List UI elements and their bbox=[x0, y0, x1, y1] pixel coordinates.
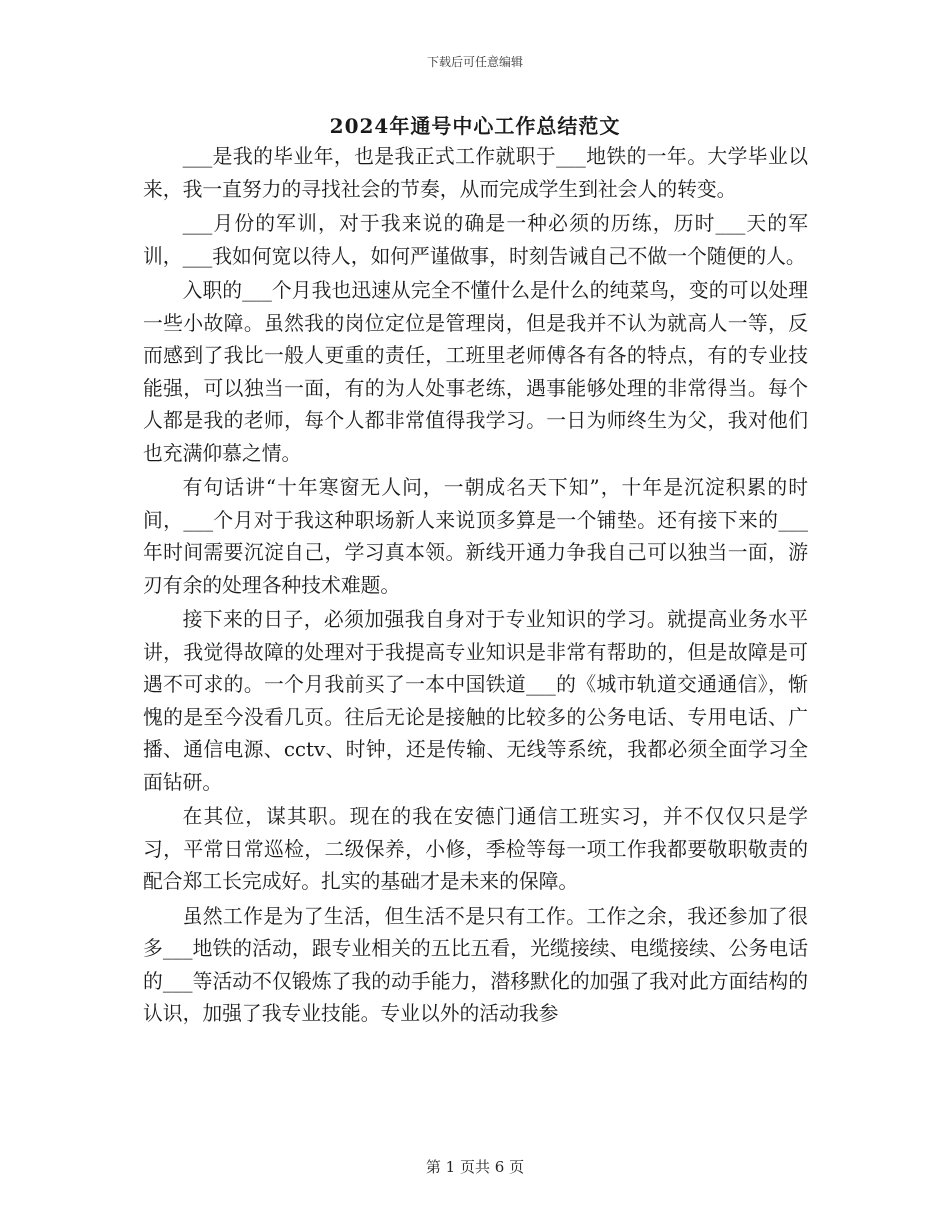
document-title: 2024年通号中心工作总结范文 bbox=[329, 114, 621, 138]
paragraph: 入职的___个月我也迅速从完全不懂什么是什么的纯菜鸟，变的可以处理一些小故障。虽然我的岗位定位是管理岗，但是我并不认为就高人一等，反而感到了我比一般人更重的责任，工班里老师傅各有各的特点，有的专业技能强，可以独当一面，有的为人处事老练，遇事能够处理的非常得当。每个人都是我的老师，每个人都非常值得我学习。一日为师终生为父，我对他们也充满仰慕之情。 bbox=[143, 279, 808, 465]
document-body bbox=[143, 141, 808, 1031]
paragraph: 有句话讲“十年寒窗无人问，一朝成名天下知”，十年是沉淀积累的时间，___个月对于我这种职场新人来说顶多算是一个铺垫。还有接下来的___年时间需要沉淀自己，学习真本领。新线开通力争我自己可以独当一面，游刃有余的处理各种技术难题。 bbox=[143, 476, 808, 597]
paragraph: 在其位，谋其职。现在的我在安德门通信工班实习，并不仅仅只是学习，平常日常巡检，二级保养，小修，季检等每一项工作我都要敬职敬责的配合郑工长完成好。扎实的基础才是未来的保障。 bbox=[143, 805, 808, 893]
header-note: 下载后可任意编辑 bbox=[426, 55, 523, 69]
paragraph: 虽然工作是为了生活，但生活不是只有工作。工作之余，我还参加了很多___地铁的活动，跟专业相关的五比五看，光缆接续、电缆接续、公务电话的___等活动不仅锻炼了我的动手能力，潜移默化的加强了我对此方面结构的认识，加强了我专业技能。专业以外的活动我参 bbox=[143, 904, 808, 1025]
page-number-footer: 第 1 页共 6 页 bbox=[425, 1158, 525, 1176]
paragraph: 接下来的日子，必须加强我自身对于专业知识的学习。就提高业务水平讲，我觉得故障的处理对于我提高专业知识是非常有帮助的，但是故障是可遇不可求的。一个月我前买了一本中国铁道___的《城市轨道交通通信》，惭愧的是至今没看几页。往后无论是接触的比较多的公务电话、专用电话、广播、通信电源、cctv、时钟，还是传输、无线等系统，我都必须全面学习全面钻研。 bbox=[143, 608, 808, 794]
paragraph: ___是我的毕业年，也是我正式工作就职于___地铁的一年。大学毕业以来，我一直努力的寻找社会的节奏，从而完成学生到社会人的转变。 bbox=[143, 145, 808, 201]
paragraph: ___月份的军训，对于我来说的确是一种必须的历练，历时___天的军训，___我如何宽以待人，如何严谨做事，时刻告诫自己不做一个随便的人。 bbox=[143, 212, 808, 268]
